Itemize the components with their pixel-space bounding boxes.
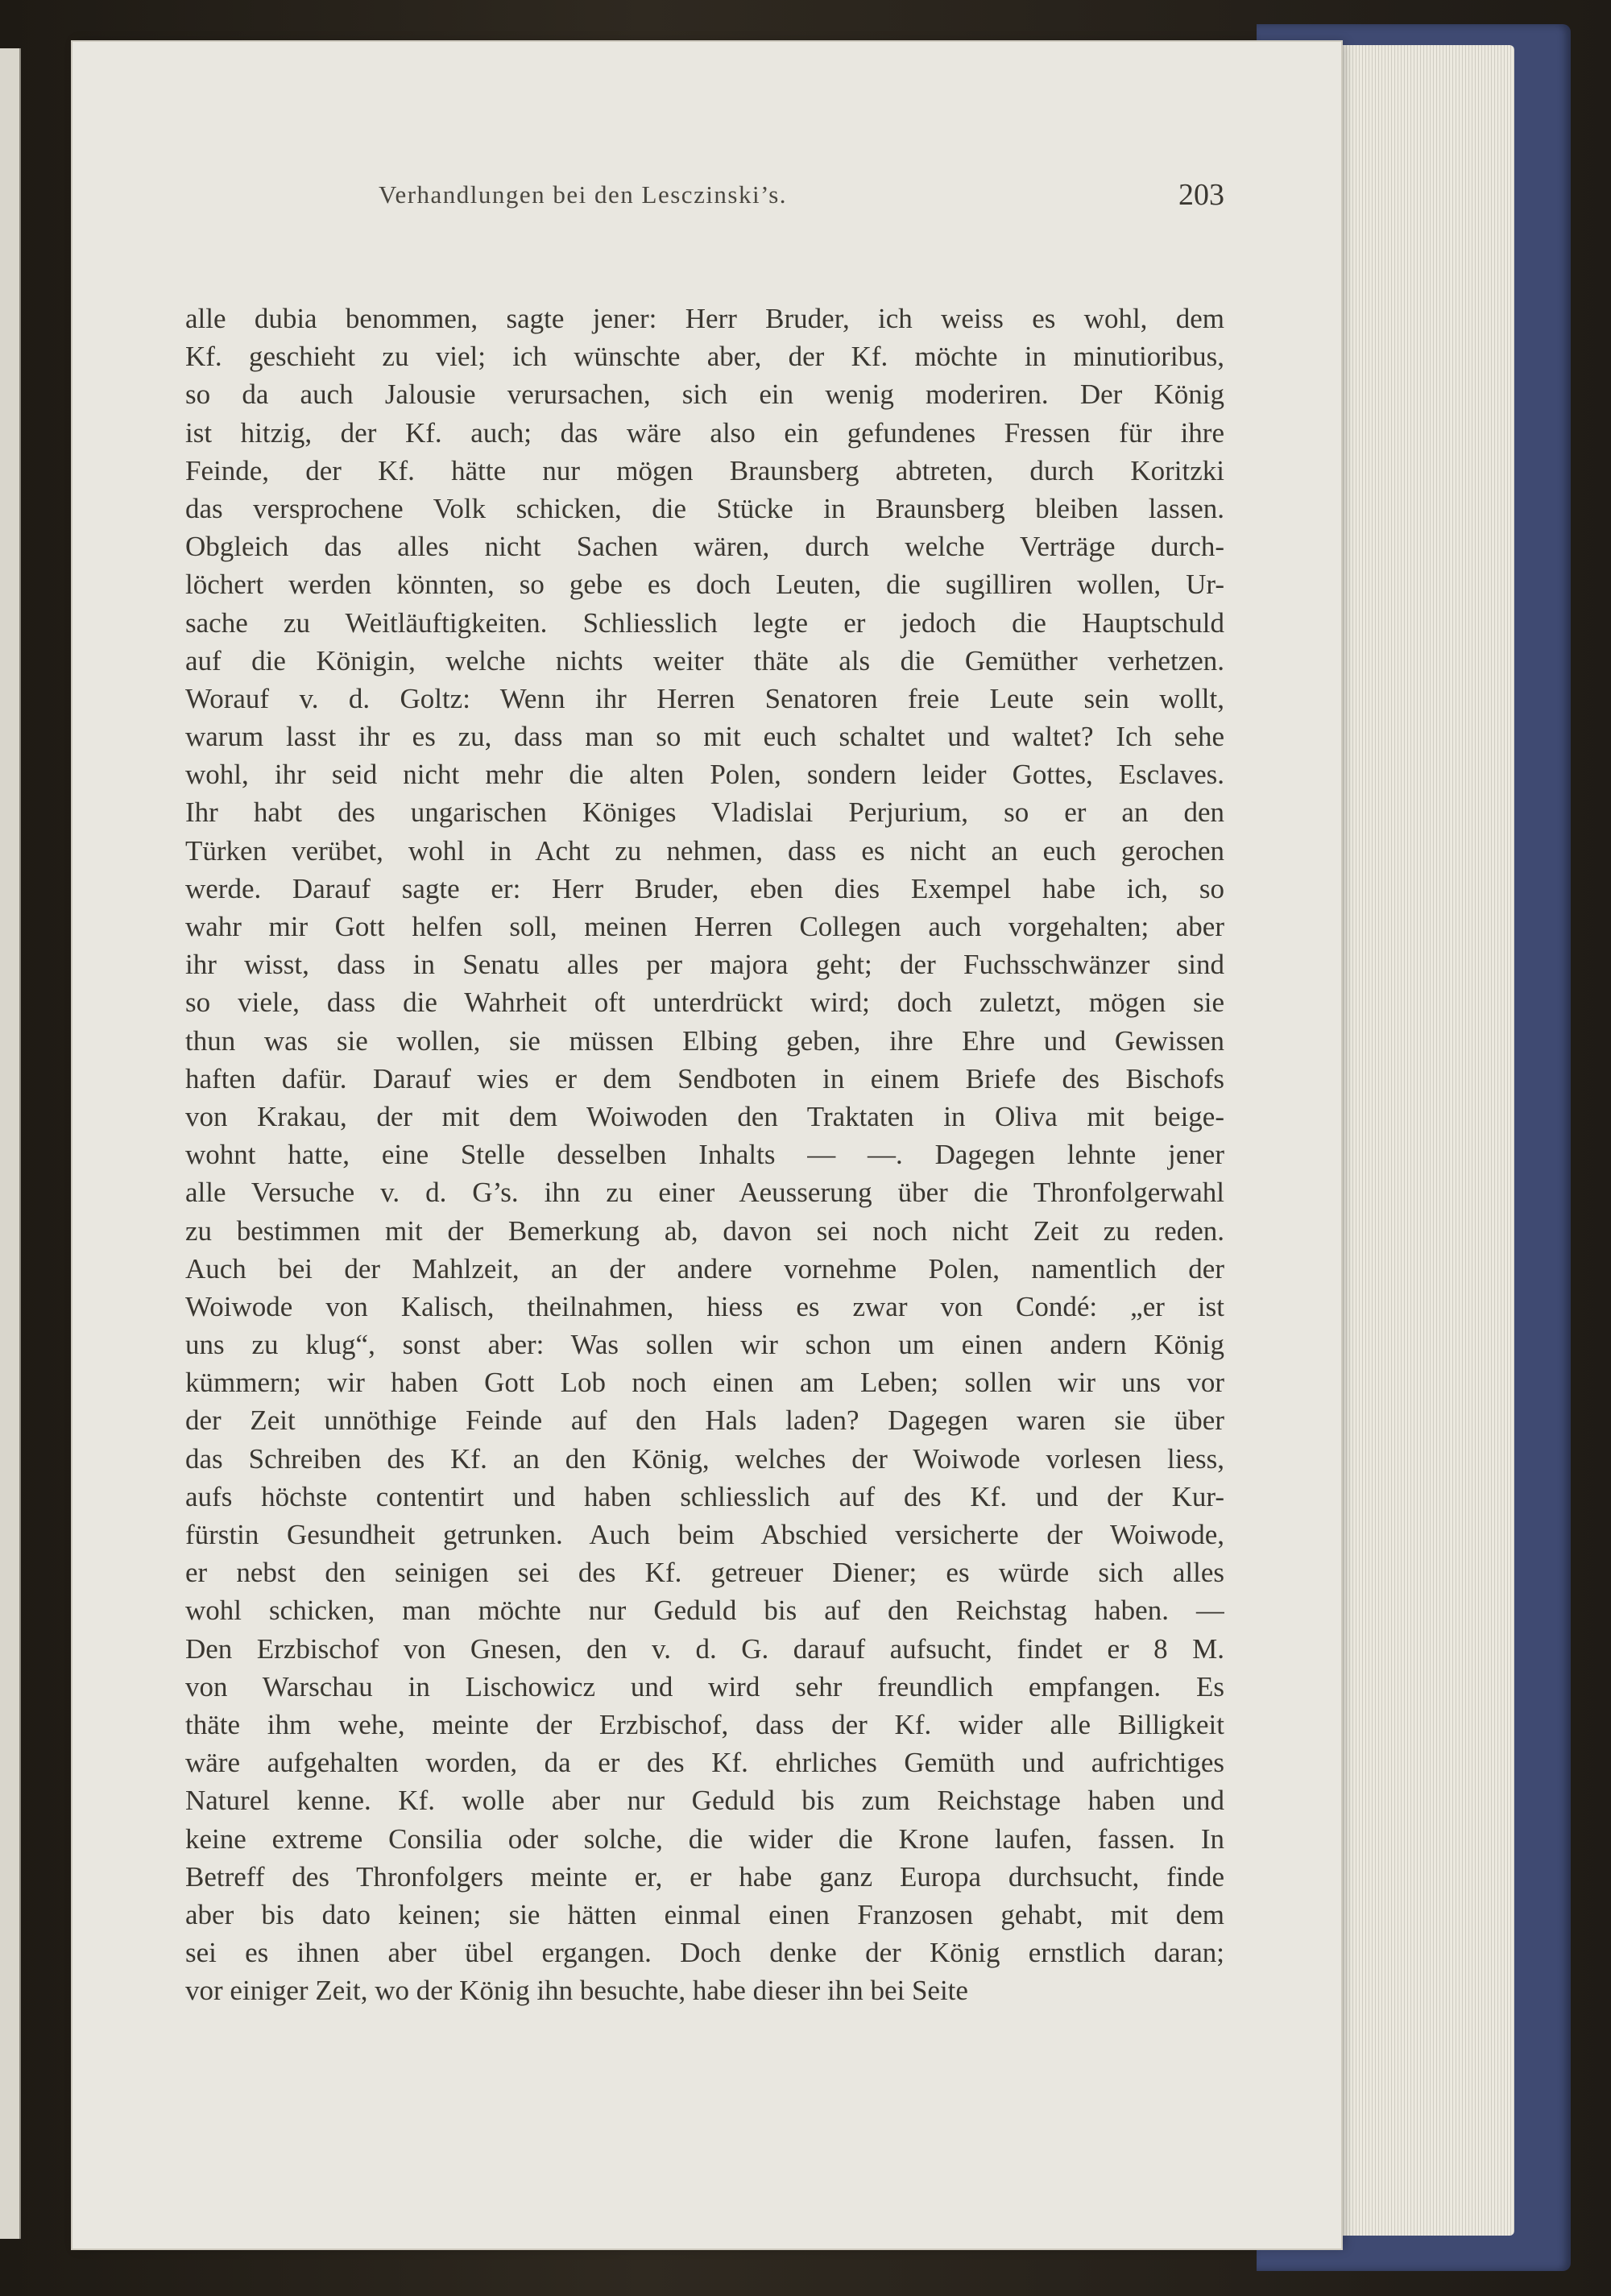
text-line: kümmern; wir haben Gott Lob noch einen am Leben; sollen wir uns vor [185, 1367, 1224, 1399]
text-line: wohnt hatte, eine Stelle desselben Inhalts — —. Dagegen lehnte jener [185, 1139, 1224, 1171]
text-line: thun was sie wollen, sie müssen Elbing geben, ihre Ehre und Gewissen [185, 1024, 1224, 1057]
book-page [72, 42, 1341, 2248]
text-line: Ihr habt des ungarischen Königes Vladislai Perjurium, so er an den [185, 796, 1224, 829]
text-line: er nebst den seinigen sei des Kf. getreuer Diener; es würde sich alles [185, 1557, 1224, 1589]
text-line: aufs höchste contentirt und haben schliesslich auf des Kf. und der Kur- [185, 1480, 1224, 1512]
text-line: fürstin Gesundheit getrunken. Auch beim Abschied versicherte der Woiwode, [185, 1519, 1224, 1550]
text-line: der Zeit unnöthige Feinde auf den Hals laden? Dagegen waren sie über [185, 1404, 1224, 1437]
text-line: sei es ihnen aber übel ergangen. Doch denke der König ernstlich daran; [185, 1937, 1224, 1969]
page-number: 203 [1178, 178, 1224, 212]
text-line: alle Versuche v. d. G’s. ihn zu einer Aeusserung über die Thronfolgerwahl [185, 1177, 1224, 1209]
text-line: sache zu Weitläuftigkeiten. Schliesslich legte er jedoch die Hauptschuld [185, 606, 1224, 639]
text-line: vor einiger Zeit, wo der König ihn besuchte, habe dieser ihn bei Seite [185, 1975, 968, 2007]
text-line: aber bis dato keinen; sie hätten einmal einen Franzosen gehabt, mit dem [185, 1898, 1224, 1930]
text-line: von Krakau, der mit dem Woiwoden den Traktaten in Oliva mit beige- [185, 1100, 1224, 1132]
text-line: Auch bei der Mahlzeit, an der andere vornehme Polen, namentlich der [185, 1252, 1224, 1285]
text-line: zu bestimmen mit der Bemerkung ab, davon sei noch nicht Zeit zu reden. [185, 1214, 1224, 1247]
text-line: so viele, dass die Wahrheit oft unterdrückt wird; doch zuletzt, mögen sie [185, 987, 1224, 1019]
text-line: uns zu klug“, sonst aber: Was sollen wir schon um einen andern König [185, 1329, 1224, 1361]
text-line: warum lasst ihr es zu, dass man so mit euch schaltet und waltet? Ich sehe [185, 721, 1224, 753]
text-line: von Warschau in Lischowicz und wird sehr freundlich empfangen. Es [185, 1670, 1224, 1702]
text-line: wahr mir Gott helfen soll, meinen Herren Collegen auch vorgehalten; aber [185, 911, 1224, 942]
text-line: Den Erzbischof von Gnesen, den v. d. G. darauf aufsucht, findet er 8 M. [185, 1632, 1224, 1665]
text-line: auf die Königin, welche nichts weiter thäte als die Gemüther verhetzen. [185, 644, 1224, 676]
text-line: das Schreiben des Kf. an den König, welches der Woiwode vorlesen liess, [185, 1442, 1224, 1475]
text-line: werde. Darauf sagte er: Herr Bruder, eben dies Exempel habe ich, so [185, 872, 1224, 904]
running-head: Verhandlungen bei den Lesczinski’s. [379, 180, 788, 209]
text-line: Obgleich das alles nicht Sachen wären, durch welche Verträge durch- [185, 531, 1224, 563]
text-line: wäre aufgehalten worden, da er des Kf. ehrliches Gemüth und aufrichtiges [185, 1747, 1224, 1779]
text-line: thäte ihm wehe, meinte der Erzbischof, dass der Kf. wider alle Billigkeit [185, 1708, 1224, 1740]
text-line: Naturel kenne. Kf. wolle aber nur Geduld bis zum Reichstage haben und [185, 1785, 1224, 1817]
text-line: das versprochene Volk schicken, die Stücke in Braunsberg bleiben lassen. [185, 492, 1224, 524]
text-line: alle dubia benommen, sagte jener: Herr Bruder, ich weiss es wohl, dem [185, 303, 1224, 334]
text-line: ihr wisst, dass in Senatu alles per majora geht; der Fuchsschwänzer sind [185, 949, 1224, 981]
text-line: löchert werden könnten, so gebe es doch Leuten, die sugilliren wollen, Ur- [185, 569, 1224, 601]
text-line: keine extreme Consilia oder solche, die wider die Krone laufen, fassen. In [185, 1822, 1224, 1855]
left-page-edge [0, 48, 21, 2239]
text-line: ist hitzig, der Kf. auch; das wäre also ein gefundenes Fressen für ihre [185, 416, 1224, 449]
page-edges [1321, 45, 1514, 2236]
text-line: Betreff des Thronfolgers meinte er, er habe ganz Europa durchsucht, finde [185, 1860, 1224, 1893]
text-line: haften dafür. Darauf wies er dem Sendboten in einem Briefe des Bischofs [185, 1062, 1224, 1094]
body-text [185, 300, 1224, 2009]
text-line: Feinde, der Kf. hätte nur mögen Braunsberg abtreten, durch Koritzki [185, 454, 1224, 486]
text-line: Woiwode von Kalisch, theilnahmen, hiess es zwar von Condé: „er ist [185, 1290, 1224, 1322]
text-line: so da auch Jalousie verursachen, sich ein wenig moderiren. Der König [185, 379, 1224, 411]
text-line: wohl schicken, man möchte nur Geduld bis auf den Reichstag haben. — [185, 1595, 1224, 1627]
text-line: Kf. geschieht zu viel; ich wünschte aber, der Kf. möchte in minutioribus, [185, 341, 1224, 373]
text-line: wohl, ihr seid nicht mehr die alten Polen, sondern leider Gottes, Esclaves. [185, 759, 1224, 791]
text-line: Worauf v. d. Goltz: Wenn ihr Herren Senatoren freie Leute sein wollt, [185, 682, 1224, 714]
text-line: Türken verübet, wohl in Acht zu nehmen, dass es nicht an euch gerochen [185, 834, 1224, 867]
page-header [379, 180, 1224, 229]
